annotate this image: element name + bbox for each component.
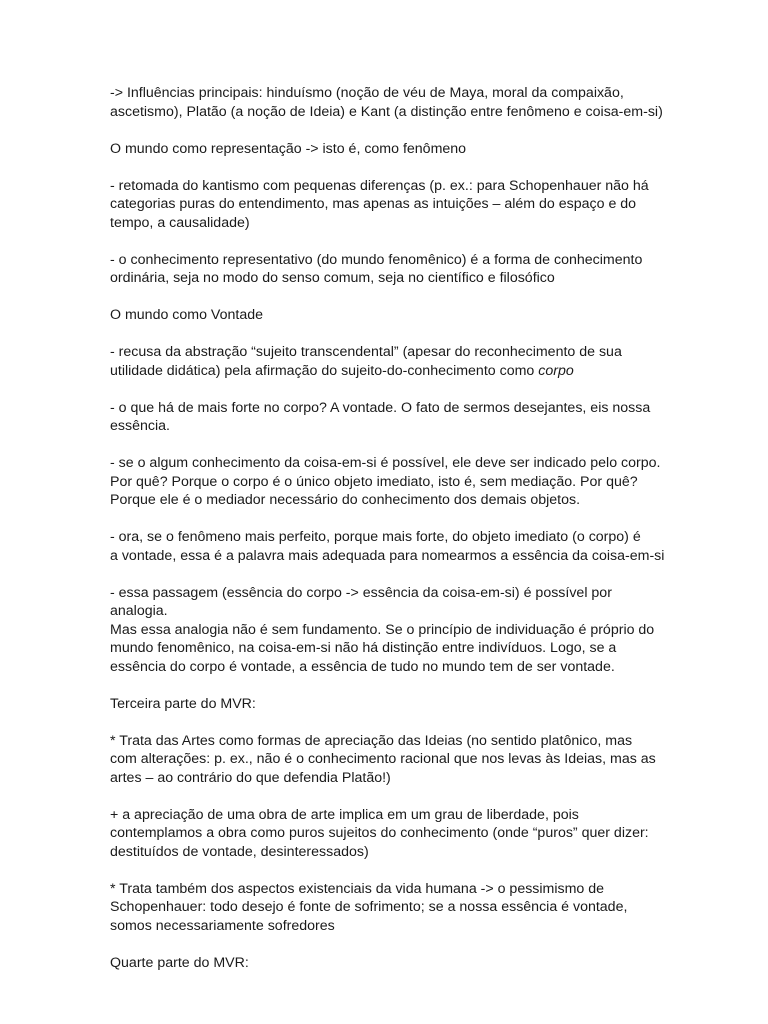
text-line: Mas essa analogia não é sem fundamento. Se o princípio de individuação é próprio do: [110, 621, 655, 638]
text-line: mundo fenomênico, na coisa-em-si não há distinção entre indivíduos. Logo, se a: [110, 640, 617, 656]
paragraph: [110, 454, 670, 510]
paragraph: [110, 954, 670, 973]
text-line: + a apreciação de uma obra de arte implica em um grau de liberdade, pois: [110, 806, 579, 823]
paragraph: [110, 528, 670, 565]
text-line: * Trata também dos aspectos existenciais da vida humana -> o pessimismo de: [110, 880, 605, 897]
text-line: - o que há de mais forte no corpo? A vontade. O fato de sermos desejantes, eis nossa: [110, 399, 651, 416]
text-line: O mundo como representação -> isto é, como fenômeno: [110, 140, 467, 157]
paragraph: [110, 84, 670, 121]
text-line: - se o algum conhecimento da coisa-em-si é possível, ele deve ser indicado pelo corpo.: [110, 455, 661, 471]
paragraph: [110, 140, 670, 159]
text-line: Quarte parte do MVR:: [110, 954, 249, 971]
text-line: essência.: [110, 418, 170, 434]
text-line: - recusa da abstração “sujeito transcendental” (apesar do reconhecimento de sua: [110, 344, 622, 360]
paragraph: [110, 343, 670, 380]
text-line: com alterações: p. ex., não é o conhecimento racional que nos levas às Ideias, mas as: [110, 751, 656, 767]
text-line: ascetismo), Platão (a noção de Ideia) e Kant (a distinção entre fenômeno e coisa-em-si): [110, 103, 663, 120]
text-line: categorias puras do entendimento, mas apenas as intuições – além do espaço e do: [110, 196, 637, 212]
paragraph: [110, 251, 670, 288]
text-line: - ora, se o fenômeno mais perfeito, porque mais forte, do objeto imediato (o corpo) é: [110, 529, 641, 545]
paragraph: [110, 399, 670, 436]
text-line: tempo, a causalidade): [110, 214, 250, 231]
text-line: Porque ele é o mediador necessário do conhecimento dos demais objetos.: [110, 492, 581, 508]
text-line: utilidade didática) pela afirmação do sujeito-do-conhecimento como corpo: [110, 362, 574, 379]
text-line: O mundo como Vontade: [110, 307, 264, 323]
text-line: contemplamos a obra como puros sujeitos do conhecimento (onde “puros” quer dizer:: [110, 825, 649, 841]
text-line: a vontade, essa é a palavra mais adequada para nomearmos a essência da coisa-em-si: [110, 547, 665, 564]
paragraph: [110, 177, 670, 233]
text-line: somos necessariamente sofredores: [110, 917, 335, 934]
text-line: - essa passagem (essência do corpo -> essência da coisa-em-si) é possível por analogia.: [110, 584, 612, 619]
text-line: essência do corpo é vontade, a essência de tudo no mundo tem de ser vontade.: [110, 658, 615, 675]
text-line: - retomada do kantismo com pequenas diferenças (p. ex.: para Schopenhauer não há: [110, 177, 649, 194]
text-line: - o conhecimento representativo (do mundo fenomênico) é a forma de conhecimento: [110, 251, 643, 268]
text-line: Por quê? Porque o corpo é o único objeto imediato, isto é, sem mediação. Por quê?: [110, 473, 638, 490]
paragraph: [110, 880, 670, 936]
text-line: artes – ao contrário do que defendia Platão!): [110, 769, 391, 786]
paragraph: [110, 806, 670, 862]
text-line: * Trata das Artes como formas de apreciação das Ideias (no sentido platônico, mas: [110, 732, 633, 749]
paragraph: [110, 732, 670, 788]
text-line: Schopenhauer: todo desejo é fonte de sofrimento; se a nossa essência é vontade,: [110, 899, 628, 915]
paragraph: [110, 306, 670, 325]
text-line: -> Influências principais: hinduísmo (noção de véu de Maya, moral da compaixão,: [110, 85, 624, 101]
text-line: destituídos de vontade, desinteressados): [110, 843, 369, 860]
text-line: ordinária, seja no modo do senso comum, seja no científico e filosófico: [110, 270, 555, 286]
text-line: Terceira parte do MVR:: [110, 695, 256, 712]
paragraph: [110, 584, 670, 677]
emphasis-text: corpo: [538, 362, 574, 379]
document-page: [110, 84, 670, 991]
paragraph: [110, 695, 670, 714]
